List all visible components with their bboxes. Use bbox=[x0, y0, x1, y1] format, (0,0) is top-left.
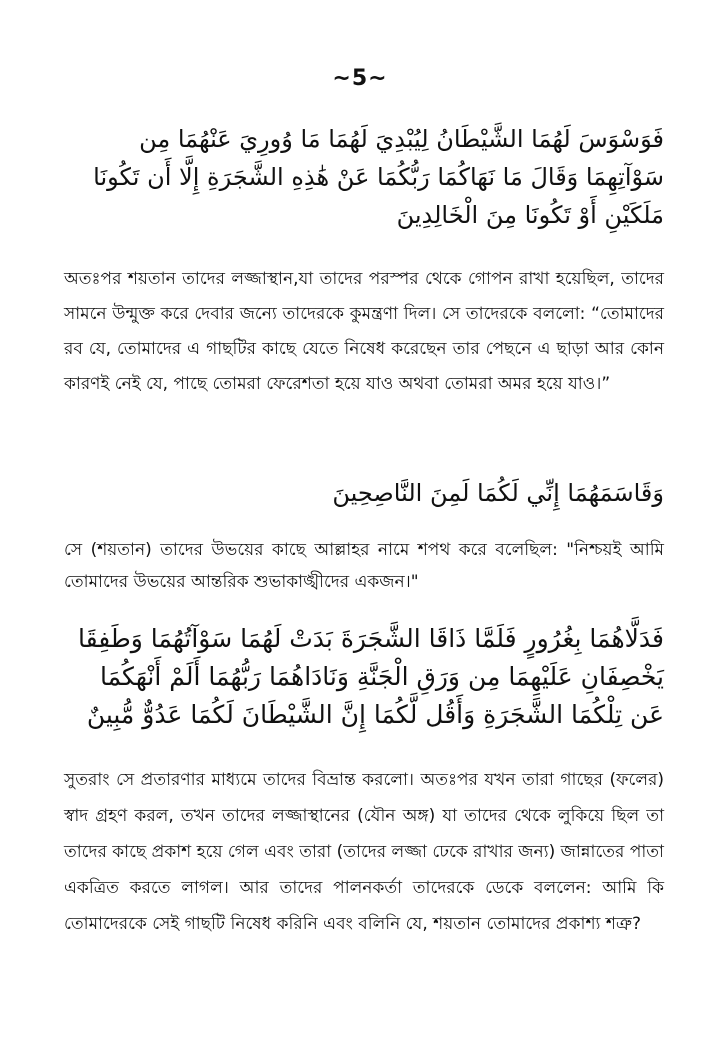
arabic-verse-1: فَوَسْوَسَ لَهُمَا الشَّيْطَانُ لِيُبْدِيَ لَهُمَا مَا وُورِيَ عَنْهُمَا مِن سَوْآتِهِمَا وَقَالَ مَا نَهَاكُمَا رَبُّكُمَا عَنْ هَٰذِهِ الشَّجَرَةِ إِلَّا أَن تَكُونَا مَلَكَيْنِ أَوْ تَكُونَا مِنَ الْخَالِدِينَ bbox=[93, 125, 664, 229]
page-number: ~5~ bbox=[332, 66, 388, 91]
bengali-translation-2: সে (শয়তান) তাদের উভয়ের কাছে আল্লাহর নামে শপথ করে বলেছিল: "নিশ্চয়ই আমি তোমাদের উভয়ের আন্তরিক শুভাকাঙ্খীদের একজন।" bbox=[64, 540, 664, 592]
bengali-translation-3: সুতরাং সে প্রতারণার মাধ্যমে তাদের বিভ্রান্ত করলো। অতঃপর যখন তারা গাছের (ফলের) স্বাদ গ্রহণ করল, তখন তাদের লজ্জাস্থানের (যৌন অঙ্গ) যা তাদের থেকে লুকিয়ে ছিল তা তাদের কাছে প্রকাশ হয়ে গেল এবং তারা (তাদের লজ্জা ঢেকে রাখার জন্য) জান্নাতের পাতা একত্রিত করতে লাগল। আর তাদের পালনকর্তা তাদেরকে ডেকে বললেন: আমি কি তোমাদেরকে সেই গাছটি নিষেধ করিনি এবং বলিনি যে, শয়তান তোমাদের প্রকাশ্য শত্রু? bbox=[64, 770, 664, 934]
bengali-translation-1: অতঃপর শয়তান তাদের লজ্জাস্থান,যা তাদের পরস্পর থেকে গোপন রাখা হয়েছিল, তাদের সামনে উন্মুক্ত করে দেবার জন্যে তাদেরকে কুমন্ত্রণা দিল। সে তাদেরকে বললো: “তোমাদের রব যে, তোমাদের এ গাছটির কাছে যেতে নিষেধ করেছেন তার পেছনে এ ছাড়া আর কোন কারণই নেই যে, পাছে তোমরা ফেরেশতা হয়ে যাও অথবা তোমরা অমর হয়ে যাও।” bbox=[64, 269, 664, 394]
arabic-verse-2: وَقَاسَمَهُمَا إِنِّي لَكُمَا لَمِنَ النَّاصِحِينَ bbox=[332, 479, 664, 507]
arabic-verse-3: فَدَلَّاهُمَا بِغُرُورٍ فَلَمَّا ذَاقَا الشَّجَرَةَ بَدَتْ لَهُمَا سَوْآتُهُمَا وَطَفِقَا يَخْصِفَانِ عَلَيْهِمَا مِن وَرَقِ الْجَنَّةِ وَنَادَاهُمَا رَبُّهُمَا أَلَمْ أَنْهَكُمَا عَن تِلْكُمَا الشَّجَرَةِ وَأَقُل لَّكُمَا إِنَّ الشَّيْطَانَ لَكُمَا عَدُوٌّ مُّبِينٌ bbox=[77, 624, 664, 729]
